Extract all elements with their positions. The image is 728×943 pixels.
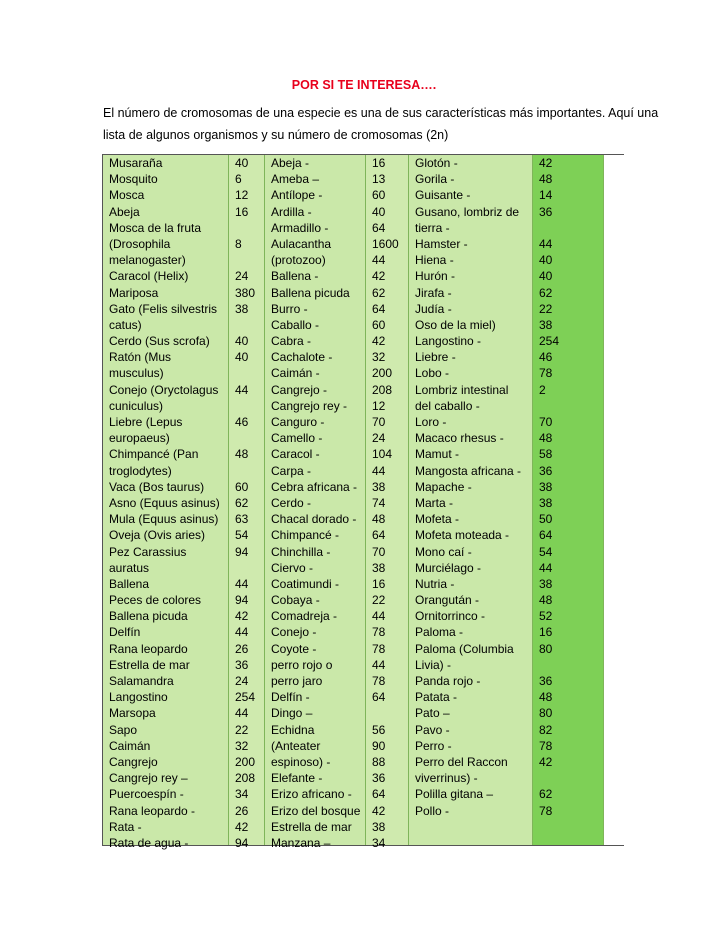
organism-name: Glotón - (415, 156, 458, 170)
organism-name: Erizo del bosque (271, 803, 361, 818)
organism-name: Sapo (109, 722, 138, 737)
organism-name: Caracol - (271, 447, 320, 462)
organism-name: Panda rojo - (415, 674, 481, 688)
organism-name: cuniculus) (109, 398, 164, 413)
chromosome-count: 54 (235, 528, 249, 543)
chromosome-count: 44 (235, 382, 249, 397)
column-organisms-1 (103, 155, 228, 850)
organism-name: (Anteater (271, 738, 321, 753)
organism-name: viverrinus) - (415, 771, 478, 786)
organism-name: Pollo - (415, 803, 450, 818)
chromosome-count: 24 (235, 674, 249, 688)
chromosome-count: 38 (372, 819, 386, 834)
chromosome-count: 40 (372, 204, 386, 219)
organism-name: Orangután - (415, 593, 480, 608)
chromosome-count: 62 (539, 787, 553, 802)
organism-name: Comadreja - (271, 609, 338, 624)
chromosome-count: 62 (539, 285, 553, 300)
column-chromosomes-1 (228, 155, 265, 850)
organism-name: Echidna (271, 722, 315, 737)
organism-name: Abeja (109, 204, 140, 219)
organism-name: Musaraña (109, 156, 163, 170)
chromosome-count: 44 (539, 560, 553, 575)
chromosome-count: 46 (235, 415, 249, 429)
organism-name: Gorila - (415, 172, 455, 187)
organism-name: Rana leopardo - (109, 803, 196, 818)
chromosome-count: 34 (235, 787, 249, 802)
organism-name: Mangosta africana - (415, 463, 522, 478)
organism-name: Caballo - (271, 317, 320, 332)
chromosome-count (229, 560, 264, 576)
organism-name: Burro - (271, 301, 308, 316)
chromosome-count: 94 (235, 835, 249, 850)
chromosome-count: 50 (539, 512, 553, 527)
chromosome-count: 42 (539, 754, 553, 769)
organism-name: Gusano, lombriz de (415, 204, 520, 219)
chromosome-count (533, 770, 603, 786)
organism-name: Mosca (109, 188, 145, 203)
chromosome-count: 12 (372, 398, 386, 413)
organism-name: Mapache - (415, 479, 472, 494)
chromosome-count: 74 (372, 495, 386, 510)
organism-name (409, 835, 532, 851)
organism-name: Chimpancé - (271, 528, 340, 543)
chromosome-count: 64 (372, 690, 386, 705)
chromosome-count: 42 (372, 803, 386, 818)
column-chromosomes-3 (532, 155, 603, 845)
organism-name: Guisante - (415, 188, 471, 203)
chromosome-count: 380 (235, 285, 256, 300)
organism-name: Jirafa - (415, 285, 452, 300)
organism-name: Ciervo - (271, 560, 314, 575)
organism-name: Mariposa (109, 285, 159, 300)
chromosome-count: 60 (372, 317, 386, 332)
chromosome-count: 254 (539, 334, 560, 349)
organism-name: europaeus) (109, 431, 170, 446)
organism-name: del caballo - (415, 398, 480, 413)
chromosome-count: 70 (372, 415, 386, 429)
chromosome-count: 254 (235, 690, 256, 705)
chromosome-count: 24 (372, 431, 386, 446)
chromosome-count: 42 (235, 609, 249, 624)
organism-name: Dingo – (271, 706, 313, 721)
chromosome-count: 38 (539, 479, 553, 494)
chromosome-count (533, 819, 603, 835)
organism-name: Estrella de mar (109, 657, 190, 672)
chromosome-count: 32 (372, 350, 386, 365)
organism-name: Estrella de mar (271, 819, 352, 834)
organism-name: auratus (109, 560, 150, 575)
intro-line-2: lista de algunos organismos y su número de cromosomas (2n) (103, 128, 449, 142)
chromosome-count (229, 220, 264, 236)
chromosome-count: 44 (372, 657, 386, 672)
organism-name: Ballena picuda (271, 285, 350, 300)
organism-name: Rata - (109, 819, 142, 834)
chromosome-count: 80 (539, 706, 553, 721)
chromosome-count: 78 (539, 366, 553, 381)
chromosome-count: 60 (372, 188, 386, 203)
organism-name: Puercoespín - (109, 787, 184, 802)
chromosome-count: 40 (539, 269, 553, 284)
chromosome-count (229, 317, 264, 333)
organism-name: Caracol (Helix) (109, 269, 189, 284)
chromosome-count: 16 (372, 576, 386, 591)
organism-name: Conejo (Oryctolagus (109, 382, 219, 397)
chromosome-count: 22 (372, 593, 386, 608)
chromosome-count: 36 (539, 204, 553, 219)
chromosome-count (366, 705, 408, 721)
organism-name: Loro - (415, 415, 447, 429)
organism-name: Judía - (415, 301, 452, 316)
organism-name: Paloma (Columbia (415, 641, 514, 656)
organism-name: Cerdo (Sus scrofa) (109, 334, 210, 349)
organism-name: Delfín (109, 625, 141, 640)
chromosome-count: 44 (235, 706, 249, 721)
column-organisms-2 (265, 155, 365, 850)
organism-name: Coyote - (271, 641, 317, 656)
chromosome-count: 82 (539, 722, 553, 737)
chromosome-count: 64 (372, 787, 386, 802)
organism-name: Mosquito (109, 172, 158, 187)
organism-name: Ballena (109, 576, 150, 591)
chromosome-count: 34 (372, 835, 386, 850)
chromosome-count (533, 835, 603, 851)
organism-name: Abeja - (271, 156, 310, 170)
chromosome-count: 1600 (372, 236, 399, 251)
column-organisms-3 (409, 155, 532, 845)
chromosome-count: 88 (372, 754, 386, 769)
chromosome-count: 90 (372, 738, 386, 753)
organism-name: Nutria - (415, 576, 455, 591)
organism-name: Cabra - (271, 334, 312, 349)
chromosome-count: 63 (235, 512, 249, 527)
organism-name: (protozoo) (271, 253, 326, 268)
organism-name: Mula (Equus asinus) (109, 512, 219, 527)
organism-name: Manzana – (271, 835, 331, 850)
chromosome-count: 8 (235, 236, 242, 251)
chromosome-count: 26 (235, 803, 249, 818)
organism-name: Cebra africana - (271, 479, 358, 494)
table-edge-gap (603, 155, 625, 845)
chromosome-count: 42 (539, 156, 553, 170)
organism-name: Coatimundi - (271, 576, 340, 591)
chromosome-count: 78 (372, 641, 386, 656)
chromosome-count (229, 398, 264, 414)
intro-line-1: El número de cromosomas de una especie es una de sus características más importantes. Aquí una (103, 106, 659, 120)
organism-name: Polilla gitana – (415, 787, 494, 802)
page-title: POR SI TE INTERESA…. (291, 78, 437, 92)
organism-name: Hurón - (415, 269, 456, 284)
chromosome-count: 44 (372, 609, 386, 624)
chromosome-count: 38 (539, 317, 553, 332)
organism-name: Lombriz intestinal (415, 382, 509, 397)
organism-name: Carpa - (271, 463, 312, 478)
chromosome-count: 44 (235, 576, 249, 591)
organism-name: (Drosophila (109, 236, 171, 251)
chromosome-count: 42 (372, 269, 386, 284)
organism-name: Mofeta moteada - (415, 528, 510, 543)
chromosome-count: 58 (539, 447, 553, 462)
organism-name: Perro del Raccon (415, 754, 508, 769)
chromosome-count: 78 (372, 625, 386, 640)
chromosome-count (533, 398, 603, 414)
organism-name: espinoso) - (271, 754, 331, 769)
chromosome-count: 36 (235, 657, 249, 672)
chromosome-count: 200 (235, 754, 256, 769)
organism-name: Elefante - (271, 771, 323, 786)
organism-name: Marta - (415, 495, 454, 510)
organism-name (409, 819, 532, 835)
organism-name: Asno (Equus asinus) (109, 495, 220, 510)
chromosome-count: 16 (372, 156, 386, 170)
organism-name: Mosca de la fruta (109, 220, 202, 235)
chromosome-count: 70 (539, 415, 553, 429)
chromosome-count: 22 (539, 301, 553, 316)
chromosome-count: 36 (539, 674, 553, 688)
chromosome-count (229, 463, 264, 479)
chromosome-count: 36 (539, 463, 553, 478)
organism-name: Chimpancé (Pan (109, 447, 199, 462)
chromosome-count: 94 (235, 544, 249, 559)
organism-name: Chacal dorado - (271, 512, 357, 527)
organism-name: Armadillo - (271, 220, 329, 235)
chromosome-count (229, 252, 264, 268)
chromosome-count: 44 (372, 463, 386, 478)
chromosome-count: 42 (235, 819, 249, 834)
organism-name: Salamandra (109, 674, 174, 688)
organism-name: Cachalote - (271, 350, 333, 365)
organism-name: tierra - (415, 220, 450, 235)
organism-name: Conejo - (271, 625, 317, 640)
chromosome-count (533, 657, 603, 673)
chromosome-count: 12 (235, 188, 249, 203)
chromosome-count: 13 (372, 172, 386, 187)
chromosome-count: 62 (235, 495, 249, 510)
chromosome-count: 44 (235, 625, 249, 640)
chromosome-count: 2 (539, 382, 546, 397)
chromosome-count: 56 (372, 722, 386, 737)
organism-name: Ardilla - (271, 204, 312, 219)
organism-name: Camello - (271, 431, 323, 446)
organism-name: Antílope - (271, 188, 323, 203)
organism-name: Lobo - (415, 366, 450, 381)
organism-name: Oveja (Ovis aries) (109, 528, 206, 543)
chromosome-count: 6 (235, 172, 242, 187)
organism-name: perro rojo o (271, 657, 333, 672)
organism-name: Canguro - (271, 415, 325, 429)
chromosome-count: 48 (539, 690, 553, 705)
chromosome-count: 64 (372, 301, 386, 316)
chromosome-count: 48 (539, 431, 553, 446)
chromosome-count: 64 (372, 220, 386, 235)
chromosome-count: 38 (539, 495, 553, 510)
organism-name: Liebre - (415, 350, 456, 365)
organism-name: Cangrejo rey - (271, 398, 348, 413)
organism-name: Mono caí - (415, 544, 472, 559)
chromosome-count: 38 (372, 560, 386, 575)
chromosome-count (533, 220, 603, 236)
organism-name: Ornitorrinco - (415, 609, 486, 624)
organism-name: melanogaster) (109, 253, 186, 268)
chromosome-count: 208 (235, 771, 256, 786)
organism-name: Peces de colores (109, 593, 202, 608)
chromosome-count: 26 (235, 641, 249, 656)
chromosome-count: 40 (235, 334, 249, 349)
organism-name: Ratón (Mus (109, 350, 172, 365)
chromosome-count: 38 (539, 576, 553, 591)
chromosome-count: 200 (372, 366, 393, 381)
chromosome-count: 22 (235, 722, 249, 737)
chromosome-count: 40 (235, 350, 249, 365)
chromosome-count: 54 (539, 544, 553, 559)
organism-name: Cerdo - (271, 495, 312, 510)
organism-name: Perro - (415, 738, 452, 753)
organism-name: Paloma - (415, 625, 464, 640)
organism-name: Pato – (415, 706, 450, 721)
organism-name: Rana leopardo (109, 641, 188, 656)
organism-name: Mofeta - (415, 512, 460, 527)
organism-name: Macaco rhesus - (415, 431, 504, 446)
organism-name: troglodytes) (109, 463, 172, 478)
organism-name: Liebre (Lepus (109, 415, 183, 429)
chromosome-count: 42 (372, 334, 386, 349)
organism-name: musculus) (109, 366, 164, 381)
organism-name: Cangrejo - (271, 382, 328, 397)
organism-name: Murciélago - (415, 560, 482, 575)
organism-name: Cangrejo (109, 754, 158, 769)
chromosome-count: 52 (539, 609, 553, 624)
organism-name: Oso de la miel) (415, 317, 496, 332)
chromosome-count: 94 (235, 593, 249, 608)
chromosome-count: 38 (235, 301, 249, 316)
chromosome-count: 64 (372, 528, 386, 543)
organism-name: Vaca (Bos taurus) (109, 479, 205, 494)
chromosome-count: 44 (372, 253, 386, 268)
organism-name: Hiena - (415, 253, 454, 268)
organism-name: Ballena picuda (109, 609, 188, 624)
chromosome-count: 24 (235, 269, 249, 284)
chromosome-count: 78 (372, 674, 386, 688)
organism-name: Gato (Felis silvestris (109, 301, 218, 316)
chromosome-count: 40 (539, 253, 553, 268)
organism-name: perro jaro (271, 674, 323, 688)
chromosome-count (229, 365, 264, 381)
chromosome-count: 16 (539, 625, 553, 640)
chromosome-count: 48 (539, 172, 553, 187)
chromosome-count: 48 (539, 593, 553, 608)
organism-name: Pez Carassius (109, 544, 187, 559)
chromosome-count: 78 (539, 803, 553, 818)
column-chromosomes-2 (365, 155, 409, 850)
organism-name: Hamster - (415, 236, 468, 251)
organism-name: Cobaya - (271, 593, 320, 608)
organism-name: Cangrejo rey – (109, 771, 188, 786)
chromosome-count: 64 (539, 528, 553, 543)
chromosome-count: 104 (372, 447, 393, 462)
organism-name: Ameba – (271, 172, 320, 187)
organism-name: Chinchilla - (271, 544, 331, 559)
organism-name: Erizo africano - (271, 787, 352, 802)
organism-name: catus) (109, 317, 142, 332)
chromosome-table (102, 154, 624, 850)
chromosome-count (229, 430, 264, 446)
organism-name: Marsopa (109, 706, 156, 721)
chromosome-count: 208 (372, 382, 393, 397)
chromosome-count: 60 (235, 479, 249, 494)
chromosome-count: 48 (235, 447, 249, 462)
chromosome-count: 36 (372, 771, 386, 786)
organism-name: Aulacantha (271, 236, 332, 251)
organism-name: Delfín - (271, 690, 310, 705)
chromosome-count: 62 (372, 285, 386, 300)
chromosome-count: 70 (372, 544, 386, 559)
chromosome-count: 46 (539, 350, 553, 365)
organism-name: Patata - (415, 690, 458, 705)
chromosome-count: 78 (539, 738, 553, 753)
organism-name: Pavo - (415, 722, 450, 737)
chromosome-count: 14 (539, 188, 553, 203)
chromosome-count: 16 (235, 204, 249, 219)
organism-name: Ballena - (271, 269, 319, 284)
organism-name: Rata de agua - (109, 835, 189, 850)
chromosome-count: 40 (235, 156, 249, 170)
organism-name: Langostino (109, 690, 168, 705)
chromosome-count: 48 (372, 512, 386, 527)
organism-name: Livia) - (415, 657, 452, 672)
chromosome-count: 38 (372, 479, 386, 494)
chromosome-count: 44 (539, 236, 553, 251)
chromosome-count: 32 (235, 738, 249, 753)
chromosome-count: 80 (539, 641, 553, 656)
organism-name: Caimán - (271, 366, 320, 381)
organism-name: Langostino - (415, 334, 482, 349)
organism-name: Caimán (109, 738, 151, 753)
organism-name: Mamut - (415, 447, 460, 462)
